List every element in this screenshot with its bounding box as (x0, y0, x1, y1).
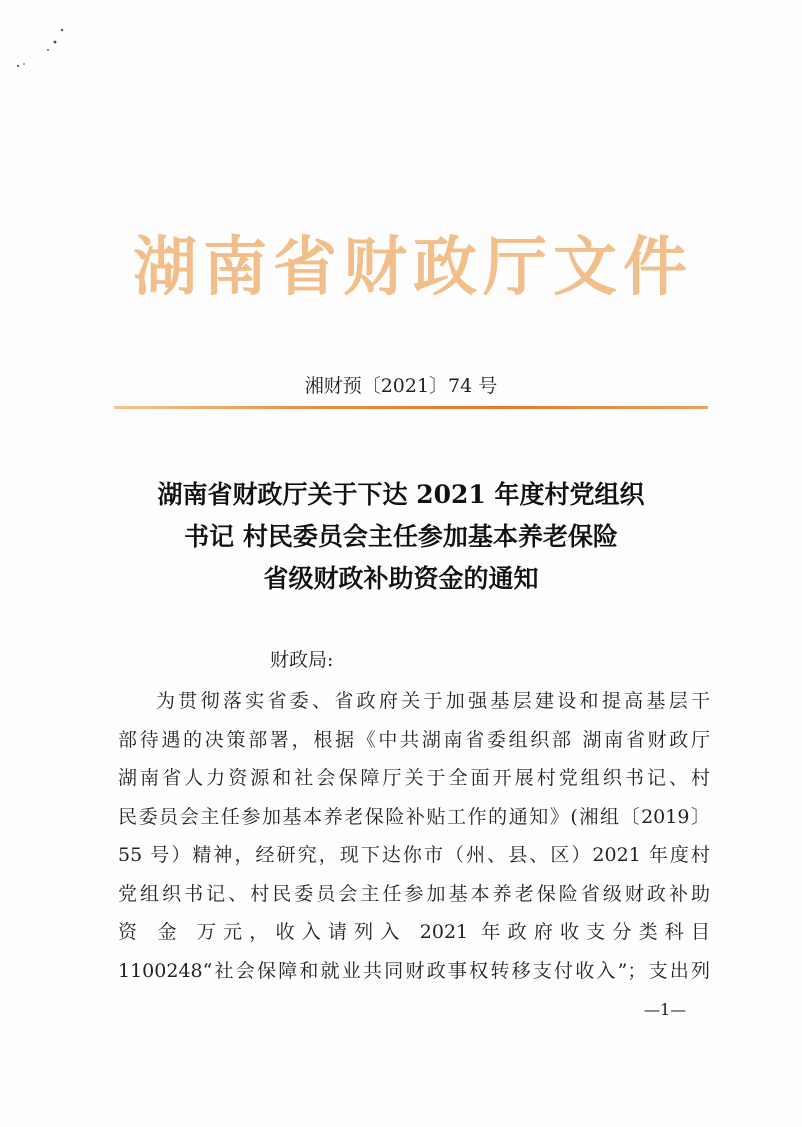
masthead-divider (114, 406, 708, 409)
title-line-3: 省级财政补助资金的通知 (263, 564, 539, 593)
title-line-1: 湖南省财政厅关于下达 2021 年度村党组织 (157, 480, 645, 509)
page-number: —1— (644, 1000, 687, 1019)
document-body (118, 682, 710, 990)
body-line: 党组织书记、村民委员会主任参加基本养老保险省级财政补助 (118, 882, 710, 905)
body-line: 1100248“社会保障和就业共同财政事权转移支付收入”；支出列 (118, 959, 710, 982)
document-masthead: 湖南省财政厅文件 (133, 231, 693, 305)
scan-specks (10, 20, 80, 80)
body-line: 民委员会主任参加基本养老保险补贴工作的通知》(湘组〔2019〕 (118, 805, 710, 828)
document-title (80, 474, 722, 600)
document-number: 湘财预〔2021〕74 号 (304, 375, 498, 397)
body-line: 为贯彻落实省委、省政府关于加强基层建设和提高基层干 (156, 690, 710, 712)
body-line: 55 号）精神，经研究，现下达你市（州、县、区）2021 年度村 (118, 844, 710, 866)
salutation: 财政局: (270, 649, 334, 671)
title-line-2: 书记 村民委员会主任参加基本养老保险 (184, 522, 618, 551)
body-line: 湖南省人力资源和社会保障厅关于全面开展村党组织书记、村 (118, 767, 710, 789)
body-line: 资 金 万元，收入请列入 2021 年政府收支分类科目 (118, 921, 710, 943)
body-line: 部待遇的决策部署，根据《中共湖南省委组织部 湖南省财政厅 (118, 728, 710, 751)
